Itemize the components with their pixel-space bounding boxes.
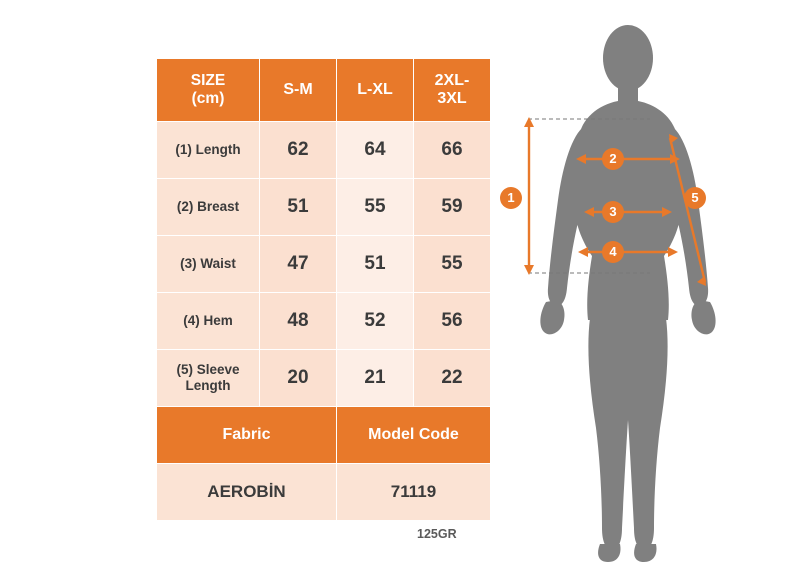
table-row (157, 122, 491, 179)
fabric-weight-note: 125GR (417, 527, 457, 541)
cell-length-lxl: 64 (337, 122, 414, 179)
badge-sleeve-length: 5 (684, 187, 706, 209)
table-row (157, 236, 491, 293)
badge-waist: 3 (602, 201, 624, 223)
row-label-waist: (3) Waist (157, 236, 260, 293)
header-fabric: Fabric (157, 407, 337, 464)
cell-sleeve-2xl3xl: 22 (414, 350, 491, 407)
cell-waist-2xl3xl: 55 (414, 236, 491, 293)
cell-length-sm: 62 (260, 122, 337, 179)
value-fabric: AEROBİN (157, 464, 337, 521)
header-model-code: Model Code (337, 407, 491, 464)
row-label-breast: (2) Breast (157, 179, 260, 236)
header-2xl-line2: 3XL (437, 90, 467, 107)
value-model-code: 71119 (337, 464, 491, 521)
header-l-xl: L-XL (337, 59, 414, 122)
header-s-m: S-M (260, 59, 337, 122)
fabric-header-row (157, 407, 491, 464)
badge-hem: 4 (602, 241, 624, 263)
row-label-length: (1) Length (157, 122, 260, 179)
header-size-line2: (cm) (191, 90, 225, 107)
cell-hem-lxl: 52 (337, 293, 414, 350)
cell-waist-lxl: 51 (337, 236, 414, 293)
female-silhouette-icon (500, 20, 790, 565)
cell-breast-sm: 51 (260, 179, 337, 236)
cell-hem-2xl3xl: 56 (414, 293, 491, 350)
header-2xl-3xl (414, 59, 491, 122)
cell-waist-sm: 47 (260, 236, 337, 293)
table-row (157, 293, 491, 350)
table-row (157, 179, 491, 236)
fabric-value-row (157, 464, 491, 521)
size-table-container (155, 57, 489, 522)
size-table (156, 58, 491, 521)
cell-breast-2xl3xl: 59 (414, 179, 491, 236)
cell-sleeve-sm: 20 (260, 350, 337, 407)
measure-line-length (524, 117, 534, 275)
cell-hem-sm: 48 (260, 293, 337, 350)
badge-breast: 2 (602, 148, 624, 170)
header-size-cm (157, 59, 260, 122)
row-label-sleeve-length: (5) Sleeve Length (157, 350, 260, 407)
table-header-row (157, 59, 491, 122)
row-label-hem: (4) Hem (157, 293, 260, 350)
table-row (157, 350, 491, 407)
header-2xl-line1: 2XL- (434, 71, 470, 89)
body-figure-diagram (500, 20, 790, 565)
cell-sleeve-lxl: 21 (337, 350, 414, 407)
badge-length: 1 (500, 187, 522, 209)
cell-breast-lxl: 55 (337, 179, 414, 236)
cell-length-2xl3xl: 66 (414, 122, 491, 179)
header-size-line1: SIZE (190, 72, 226, 90)
